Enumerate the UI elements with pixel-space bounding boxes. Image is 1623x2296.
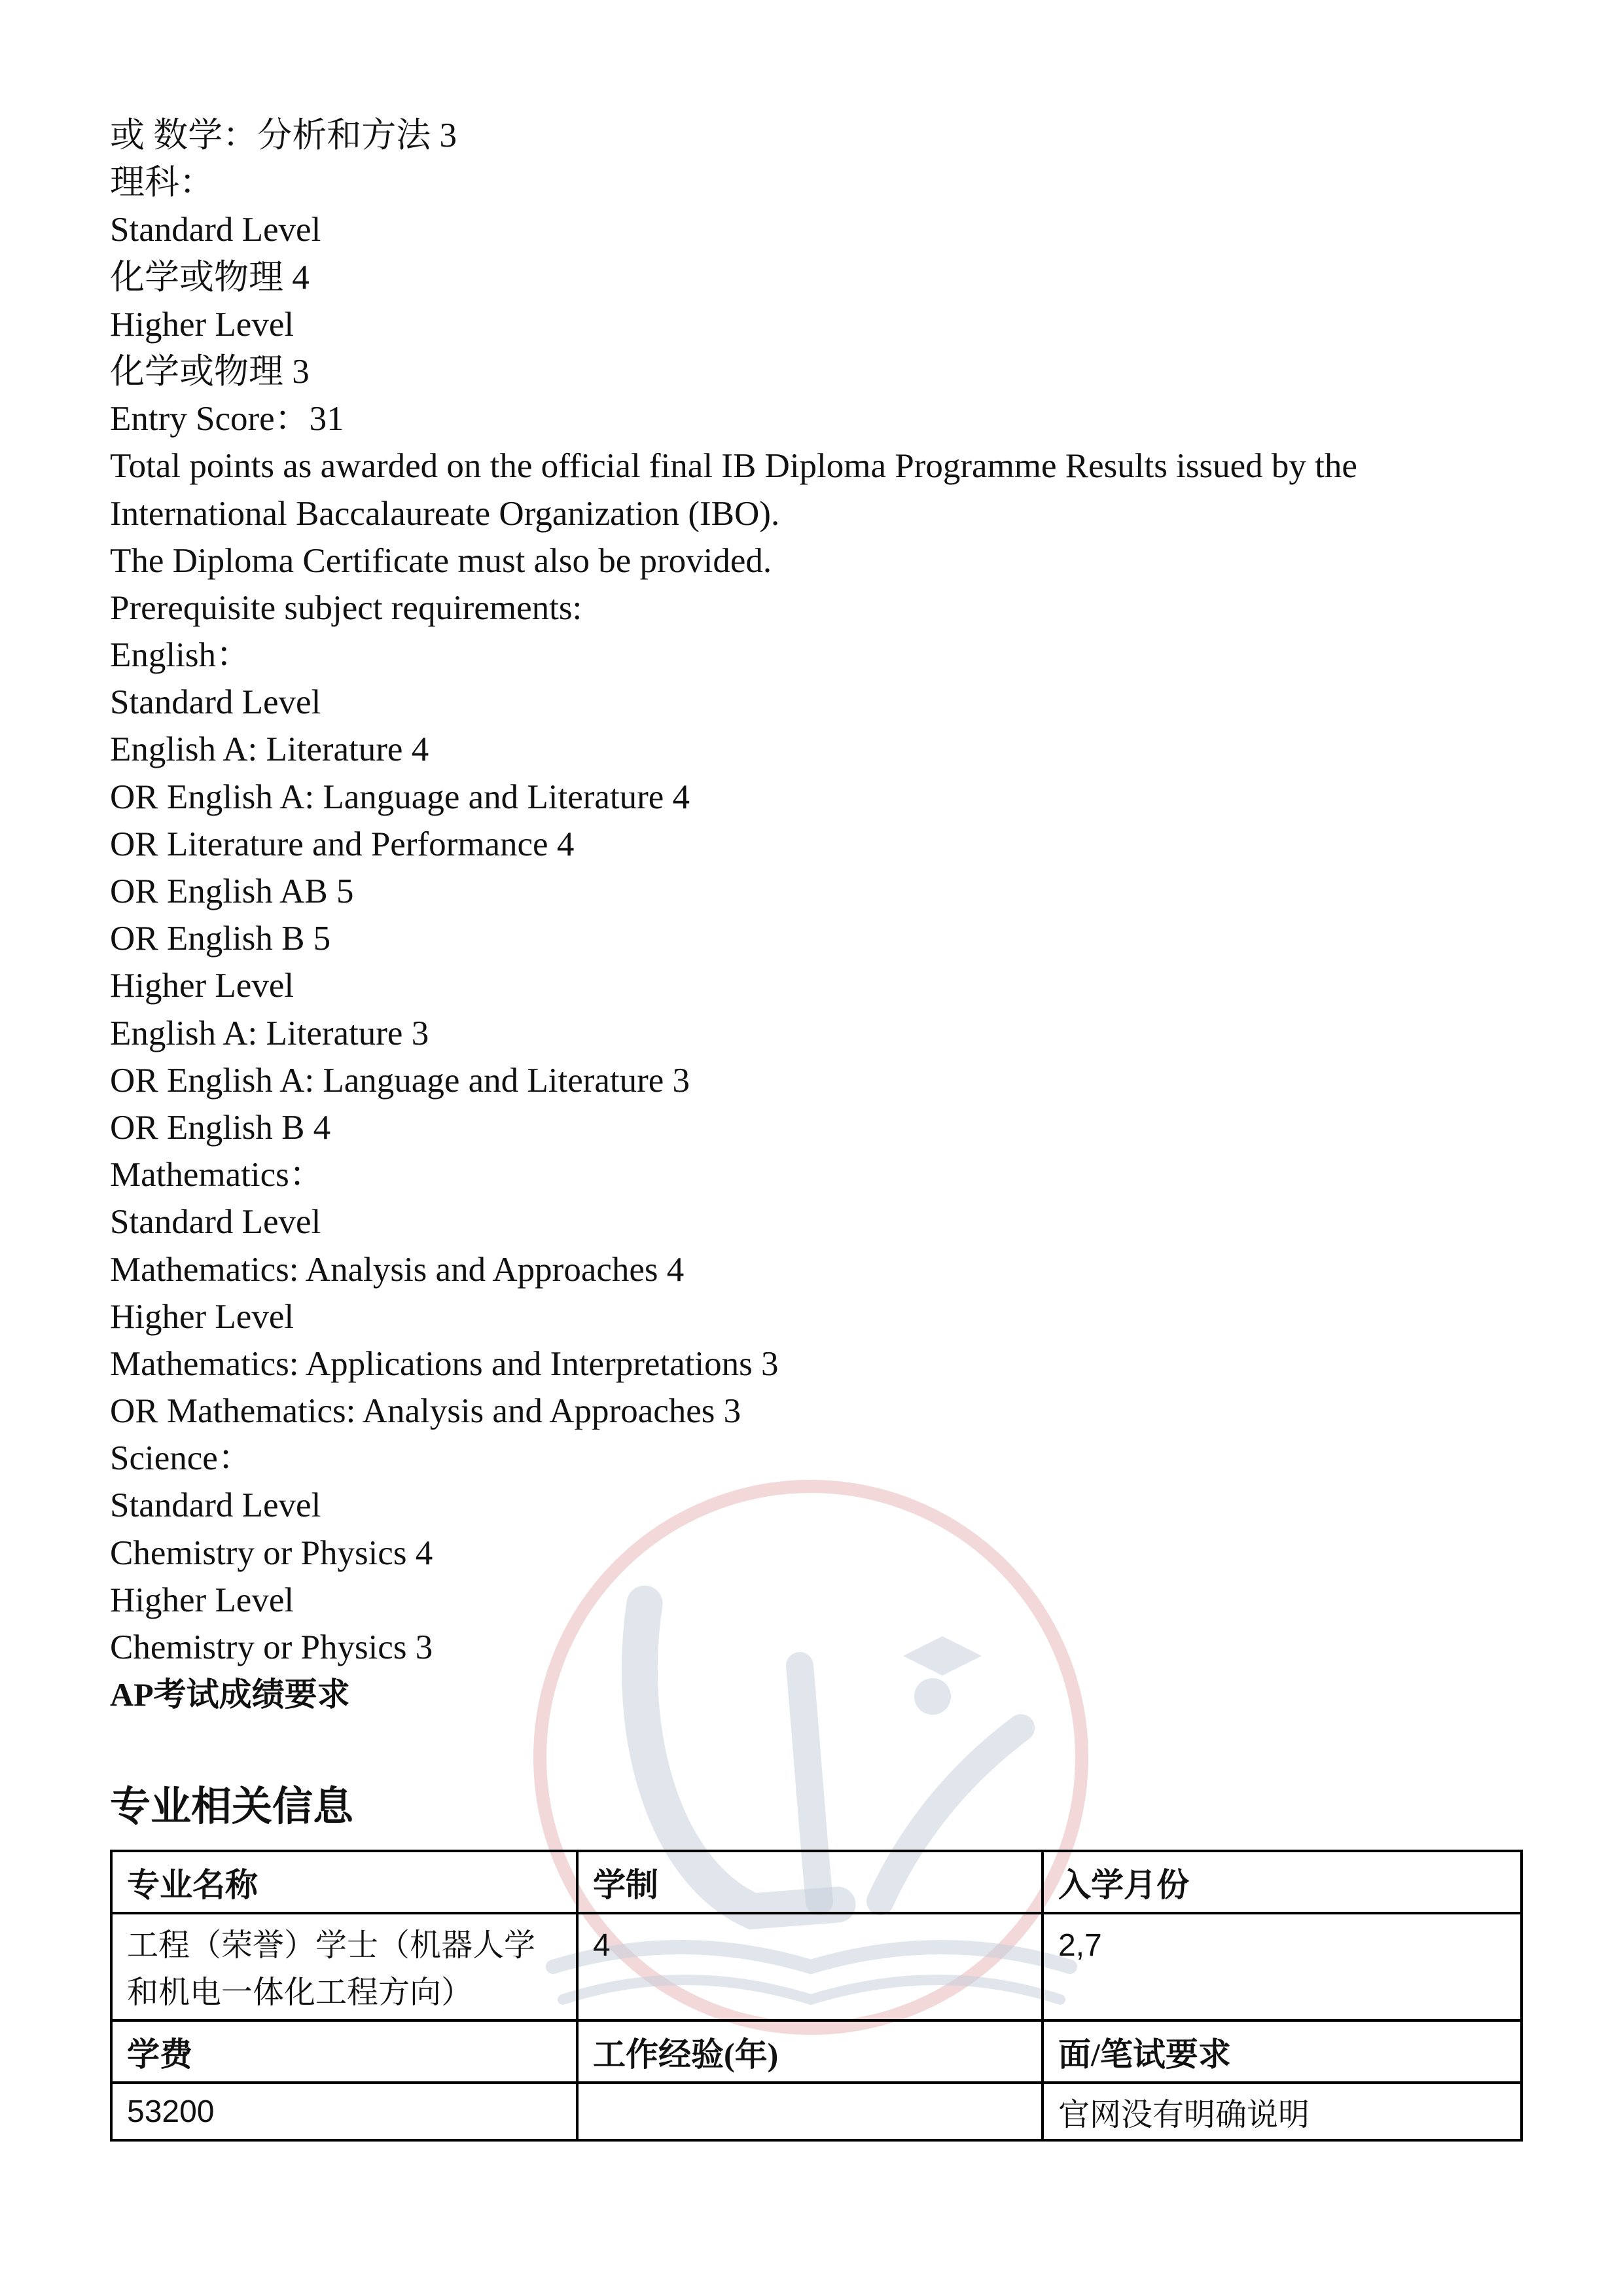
table-row <box>111 1913 1522 2020</box>
requirements-text-block <box>110 112 1550 1718</box>
section-heading: 专业相关信息 <box>110 1785 354 1829</box>
text-line: Higher Level <box>110 305 294 344</box>
cell-major-name: 工程（荣誉）学士（机器人学和机电一体化工程方向） <box>111 1913 577 2020</box>
header-duration: 学制 <box>577 1851 1043 1913</box>
text-line: OR English A: Language and Literature 4 <box>110 778 690 816</box>
table-header-row <box>111 1851 1522 1913</box>
cell-intake-month: 2,7 <box>1043 1913 1522 2020</box>
program-info-table <box>110 1850 1523 2142</box>
text-line: Higher Level <box>110 967 294 1005</box>
text-line: Mathematics: Analysis and Approaches 4 <box>110 1250 685 1289</box>
text-line: Higher Level <box>110 1297 294 1336</box>
text-line: Mathematics： <box>110 1156 324 1194</box>
text-line: Standard Level <box>110 683 321 722</box>
cell-duration: 4 <box>577 1913 1043 2020</box>
text-line: Standard Level <box>110 1203 321 1242</box>
text-line: 或 数学：分析和方法 3 <box>110 117 457 154</box>
text-line: Higher Level <box>110 1581 294 1619</box>
header-major-name: 专业名称 <box>111 1851 577 1913</box>
text-line: 化学或物理 4 <box>110 258 310 296</box>
table-header-row <box>111 2020 1522 2083</box>
text-line: English A: Literature 4 <box>110 730 429 769</box>
header-interview-requirement: 面/笔试要求 <box>1043 2020 1522 2083</box>
text-line: OR Mathematics: Analysis and Approaches 3 <box>110 1392 741 1431</box>
text-line: 理科： <box>110 164 214 202</box>
text-line: English： <box>110 636 251 675</box>
text-line: Prerequisite subject requirements: <box>110 588 582 627</box>
text-line: OR Literature and Performance 4 <box>110 825 575 863</box>
text-line: OR English A: Language and Literature 3 <box>110 1061 690 1100</box>
cell-work-experience <box>577 2083 1043 2140</box>
text-line: OR English B 5 <box>110 920 331 958</box>
ap-requirements-heading: AP考试成绩要求 <box>110 1676 350 1713</box>
header-work-experience: 工作经验(年) <box>577 2020 1043 2083</box>
text-line: Chemistry or Physics 3 <box>110 1628 433 1666</box>
text-line: Science： <box>110 1439 253 1478</box>
text-line: English A: Literature 3 <box>110 1014 429 1052</box>
text-line: Mathematics: Applications and Interpretations 3 <box>110 1344 779 1383</box>
cell-tuition: 53200 <box>111 2083 577 2140</box>
text-line: Chemistry or Physics 4 <box>110 1534 433 1572</box>
text-line: Standard Level <box>110 1486 321 1525</box>
text-line: The Diploma Certificate must also be provided. <box>110 541 772 580</box>
text-line: OR English B 4 <box>110 1108 331 1147</box>
table-row <box>111 2083 1522 2140</box>
cell-interview-requirement: 官网没有明确说明 <box>1043 2083 1522 2140</box>
text-line: Total points as awarded on the official final IB Diploma Programme Results issued by the <box>110 447 1357 486</box>
text-line: Entry Score：31 <box>110 400 344 439</box>
text-line: Standard Level <box>110 211 321 249</box>
text-line: OR English AB 5 <box>110 872 354 910</box>
header-intake-month: 入学月份 <box>1043 1851 1522 1913</box>
text-line: 化学或物理 3 <box>110 352 310 391</box>
text-line: International Baccalaureate Organization (IBO). <box>110 494 780 533</box>
header-tuition: 学费 <box>111 2020 577 2083</box>
